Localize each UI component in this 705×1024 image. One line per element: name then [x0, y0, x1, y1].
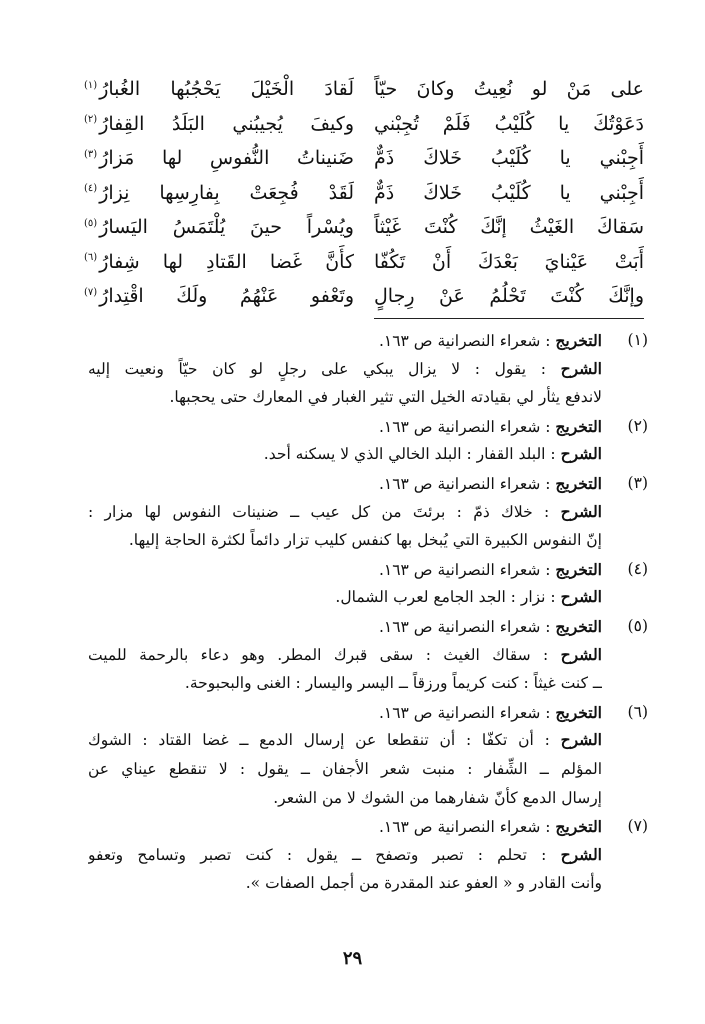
verse-first-hemistich: دَعَوْتُكَ يا كُلَيْبُ فَلَمْ تُجِبْني [374, 112, 644, 135]
verse-second-hemistich [84, 245, 354, 279]
sharh-line [88, 526, 602, 555]
sharh-block [88, 583, 648, 612]
takhrij-label: التخريج [555, 416, 602, 436]
sharh-text: إنّ النفوس الكبيرة التي يُبخل بها كنفس كليب تزار دائماً لكثرة الحاجة إليها. [128, 531, 602, 550]
verse-second-text: وكيفَ يُجيبُني البَلَدُ القِفارُ [99, 112, 354, 135]
takhrij-line [88, 412, 648, 441]
takhrij [379, 417, 602, 436]
sharh-line [88, 498, 602, 527]
sharh-line [88, 383, 602, 412]
verse-second-hemistich [84, 141, 354, 175]
sharh-text: وأنت القادر و « العفو عند المقدرة من أجمل الصفات ». [245, 874, 602, 893]
sharh-text: لاندفع يثأر لي بقيادته الخيل التي تثير الغبار في المعارك حتى يحجبها. [169, 388, 602, 407]
footnote-number: (٥) [627, 617, 648, 636]
footnote [88, 698, 648, 812]
footnote [88, 555, 648, 612]
takhrij-source: : شعراء النصرانية ص ١٦٣. [378, 331, 551, 350]
footnote-number: (٧) [627, 817, 648, 836]
footnote [88, 612, 648, 698]
verse-second-hemistich [84, 210, 354, 244]
footnote-number: (٢) [627, 417, 648, 436]
takhrij [379, 474, 602, 493]
takhrij [379, 703, 602, 722]
verse-footnote-ref: (٢) [84, 114, 98, 126]
sharh-text: : أن تكفّا : أن تنقطعا عن إرسال الدمع ــ غضا القتاد : الشوك [88, 731, 550, 750]
sharh-line [88, 869, 602, 898]
sharh-text: : نزار : الجد الجامع لعرب الشمال. [335, 588, 556, 607]
takhrij-label: التخريج [555, 702, 602, 722]
verse-second-text: كأَنَّ غَضا القَتادِ لها شِفارُ [99, 250, 354, 273]
verse-footnote-ref: (٤) [84, 183, 98, 195]
sharh-block [88, 641, 648, 698]
verse-row [84, 141, 644, 176]
sharh-text: : سقاك الغيث : سقى قبرك المطر. وهو دعاء بالرحمة للميت [88, 645, 549, 664]
footnote [88, 812, 648, 898]
sharh-text: إرسال الدمع كأنّ شفارهما من الشوك لا من الشعر. [273, 788, 602, 807]
verse-first-hemistich: أَجِبْني يا كُلَيْبُ خَلاكَ ذَمٌّ [374, 147, 644, 170]
takhrij-line [88, 812, 648, 841]
verse-footnote-ref: (٦) [84, 252, 98, 264]
takhrij [379, 560, 602, 579]
footnote [88, 326, 648, 412]
sharh-block [88, 726, 648, 812]
footnotes [88, 326, 648, 898]
verse-first-hemistich: سَقاكَ الغَيْثُ إنَّكَ كُنْتَ غَيْثاً [374, 216, 644, 239]
takhrij-line [88, 555, 648, 584]
sharh-label: الشرح [560, 501, 602, 521]
sharh-label: الشرح [560, 730, 602, 750]
takhrij-label: التخريج [555, 473, 602, 493]
takhrij [379, 617, 602, 636]
sharh-label: الشرح [560, 444, 602, 464]
sharh-label: الشرح [560, 587, 602, 607]
sharh-line [88, 355, 602, 384]
verse-second-hemistich [84, 279, 354, 313]
sharh-line [88, 669, 602, 698]
verse-row [84, 245, 644, 280]
verse-footnote-ref: (٣) [84, 148, 98, 160]
footnote-number: (٣) [627, 474, 648, 493]
sharh-line [88, 755, 602, 784]
page-number: ٢٩ [342, 948, 363, 969]
footnote [88, 469, 648, 555]
verse-row [84, 279, 644, 314]
sharh-block [88, 440, 648, 469]
verse-footnote-ref: (٧) [84, 286, 98, 298]
takhrij-line [88, 469, 648, 498]
sharh-block [88, 498, 648, 555]
verse-second-hemistich [84, 176, 354, 210]
verse-row [84, 210, 644, 245]
takhrij-line [88, 326, 648, 355]
sharh-text: : يقول : لا يزال يبكي على رجلٍ لو كان حيّاً ونعيت إليه [88, 359, 546, 378]
verse-footnote-ref: (١) [84, 79, 98, 91]
sharh-line [88, 726, 602, 755]
sharh-text: : خلاك ذمّ : برئتَ من كل عيب ــ ضنينات النفوس لها مزار : [88, 502, 550, 521]
verse-footnote-ref: (٥) [84, 217, 98, 229]
takhrij-label: التخريج [555, 616, 602, 636]
takhrij-source: : شعراء النصرانية ص ١٦٣. [378, 560, 551, 579]
verse-first-hemistich: أَبَتْ عَيْنايَ بَعْدَكَ أَنْ تَكُفّا [374, 250, 644, 273]
takhrij-label: التخريج [555, 559, 602, 579]
takhrij-source: : شعراء النصرانية ص ١٦٣. [378, 417, 551, 436]
verse-first-hemistich: أَجِبْني يا كُلَيْبُ خَلاكَ ذَمٌّ [374, 181, 644, 204]
takhrij-line [88, 698, 648, 727]
footnote-number: (٤) [627, 560, 648, 579]
sharh-line [88, 440, 602, 469]
sharh-line [88, 841, 602, 870]
takhrij-label: التخريج [555, 816, 602, 836]
sharh-label: الشرح [560, 358, 602, 378]
verse-row [84, 176, 644, 211]
sharh-label: الشرح [560, 644, 602, 664]
verse-row [84, 107, 644, 142]
takhrij-source: : شعراء النصرانية ص ١٦٣. [378, 817, 551, 836]
verse-first-hemistich: وإنَّكَ كُنْتَ تَحْلُمُ عَنْ رِجالٍ [374, 285, 644, 308]
footnote-number: (١) [627, 331, 648, 350]
sharh-line [88, 583, 602, 612]
takhrij-label: التخريج [555, 330, 602, 350]
takhrij [379, 331, 602, 350]
verse-second-hemistich [84, 107, 354, 141]
verse-second-hemistich [84, 72, 354, 106]
verse-row [84, 72, 644, 107]
sharh-line [88, 784, 602, 813]
verse-second-text: ضَنيناتُ النُّفوسِ لها مَزارُ [99, 147, 354, 170]
sharh-text: : البلد القفار : البلد الخالي الذي لا يسكنه أحد. [263, 445, 556, 464]
poem-verses [84, 72, 644, 314]
takhrij-line [88, 612, 648, 641]
footnote-number: (٦) [627, 703, 648, 722]
takhrij-source: : شعراء النصرانية ص ١٦٣. [378, 474, 551, 493]
footnote [88, 412, 648, 469]
verse-first-hemistich: على مَنْ لو نُعِيتُ وكانَ حيّاً [374, 78, 644, 101]
sharh-text: المؤلم ــ الشِّفار : منبت شعر الأجفان ــ يقول : لا تنقطع عيناي عن [88, 759, 602, 778]
takhrij-source: : شعراء النصرانية ص ١٦٣. [378, 617, 551, 636]
sharh-text: ــ كنت غيثاً : كنت كريماً ورزقاً ــ اليسر واليسار : الغنى والبحبوحة. [184, 674, 602, 693]
verse-second-text: وتَعْفو عَنْهُمُ ولَكَ اقْتِدارُ [99, 285, 354, 308]
footnote-separator [374, 318, 644, 319]
sharh-block [88, 355, 648, 412]
verse-second-text: لَقادَ الْخَيْلَ يَحْجُبُها الغُبارُ [99, 78, 354, 101]
verse-second-text: ويُسْراً حينَ يُلْتَمَسُ اليَسارُ [99, 216, 354, 239]
takhrij [379, 817, 602, 836]
sharh-line [88, 641, 602, 670]
sharh-label: الشرح [560, 844, 602, 864]
sharh-text: : تحلم : تصبر وتصفح ــ يقول : كنت تصبر وتسامح وتعفو [88, 845, 547, 864]
verse-second-text: لَقَدْ فُجِعَتْ بِفارِسِها نِزارُ [99, 181, 354, 204]
takhrij-source: : شعراء النصرانية ص ١٦٣. [378, 703, 551, 722]
sharh-block [88, 841, 648, 898]
